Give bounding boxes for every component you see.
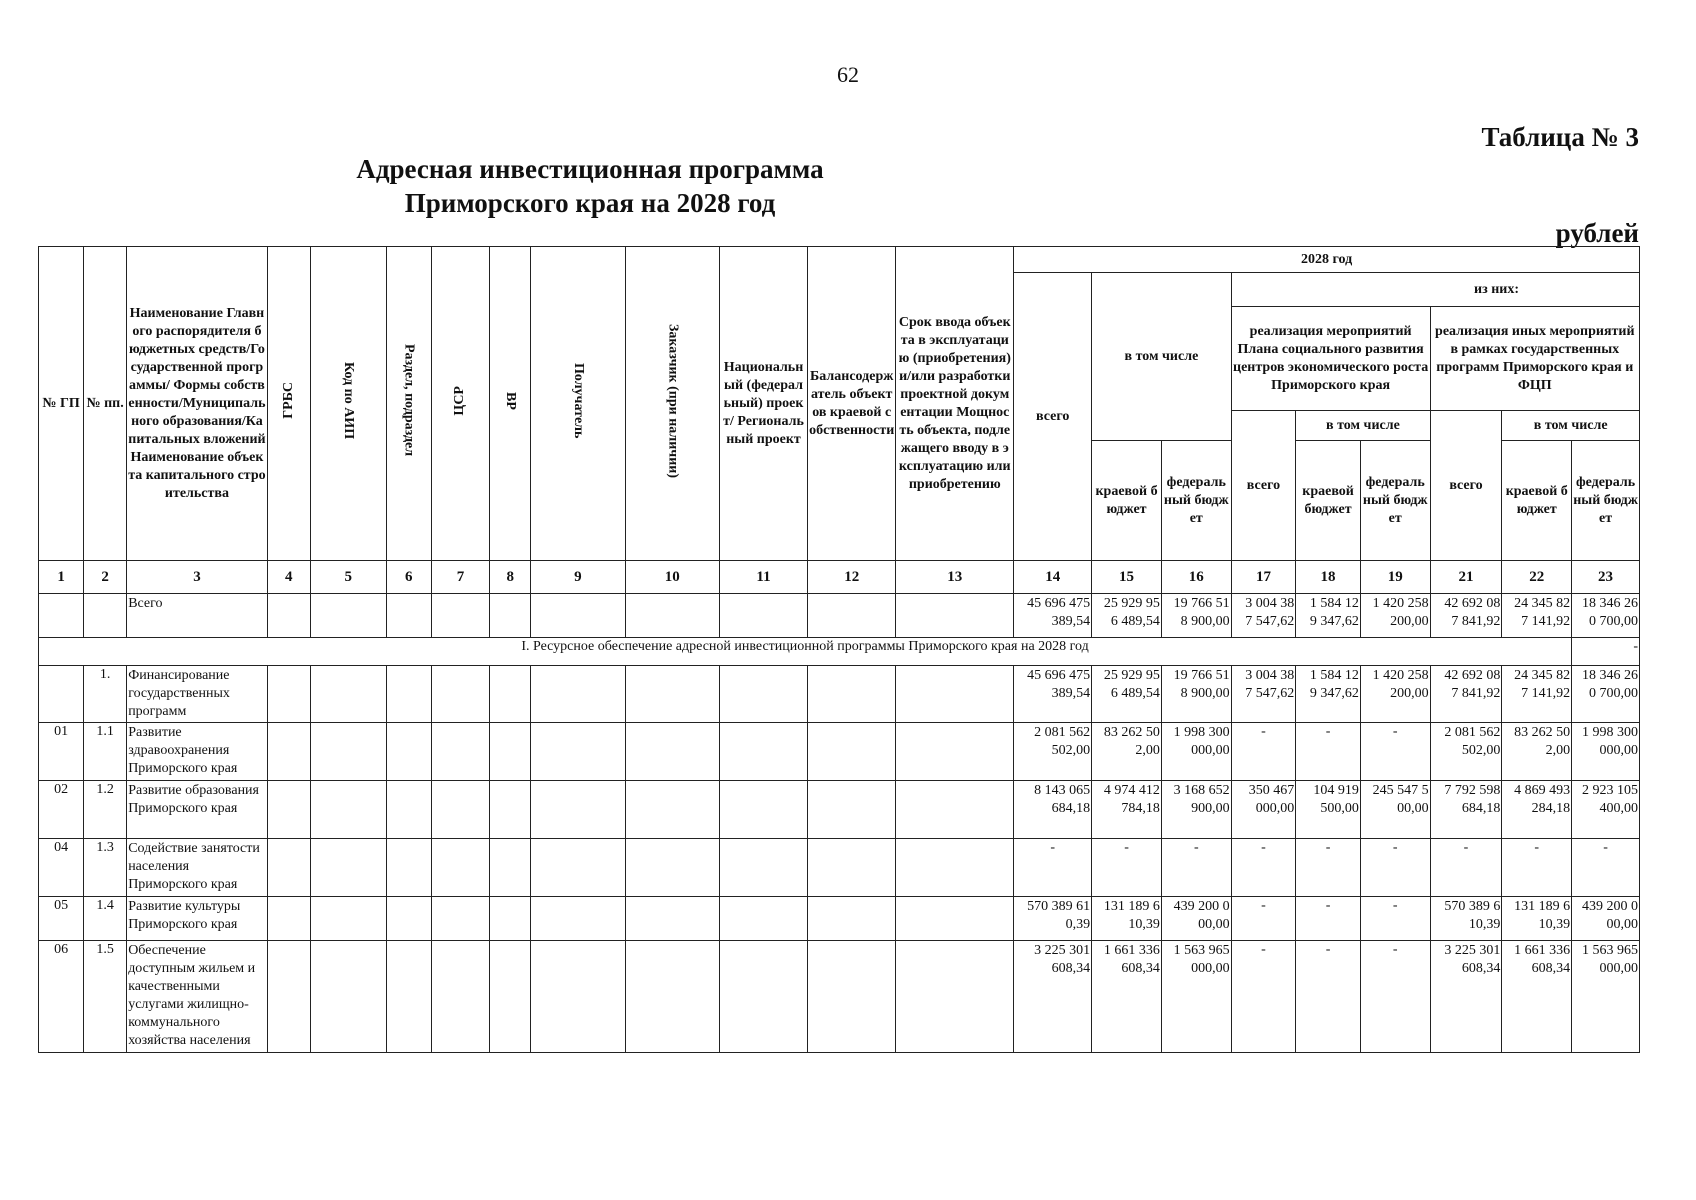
value-cell: -: [1572, 839, 1640, 897]
value-cell: 1 584 12 9 347,62: [1296, 594, 1361, 638]
row-name: Развитие образования Приморского края: [127, 781, 268, 839]
header-name: Наименование Главного распорядителя бюджетных средств/Государственной программы/ Формы собственности/Муниципального образования/Капитальных вложений Наименование объекта капитального строительства: [127, 247, 268, 561]
value-cell: 19 766 51 8 900,00: [1161, 594, 1231, 638]
header-other-incl: в том числе: [1502, 411, 1640, 441]
col-number: 2: [84, 561, 127, 594]
col-number: 6: [386, 561, 431, 594]
value-cell: 19 766 51 8 900,00: [1161, 666, 1231, 723]
header-grbs: ГРБС: [267, 247, 310, 561]
section-row: [39, 638, 1640, 666]
row-gp: 01: [39, 723, 84, 781]
value-cell: 1 420 258 200,00: [1360, 594, 1430, 638]
header-balance-holder: Балансодержатель объектов краевой собственности: [808, 247, 896, 561]
row-pp: 1.3: [84, 839, 127, 897]
header-csr: ЦСР: [431, 247, 489, 561]
section-dash: -: [1572, 638, 1640, 666]
document-title: [0, 152, 1180, 220]
value-cell: -: [1231, 839, 1296, 897]
header-regional-budget: краевой бюджет: [1092, 441, 1162, 561]
row-pp: 1.1: [84, 723, 127, 781]
col-number: 3: [127, 561, 268, 594]
total-row: [39, 594, 1640, 638]
col-number: 18: [1296, 561, 1361, 594]
value-cell: 1 661 336 608,34: [1092, 941, 1162, 1053]
table-row: [39, 666, 1640, 723]
col-number: 8: [490, 561, 531, 594]
value-cell: 2 081 562 502,00: [1430, 723, 1502, 781]
header-plan-federal-budget: федеральный бюджет: [1360, 441, 1430, 561]
header-plan-total: всего: [1231, 411, 1296, 561]
col-number: 5: [310, 561, 386, 594]
row-pp: 1.4: [84, 897, 127, 941]
value-cell: 3 225 301 608,34: [1014, 941, 1092, 1053]
header-razdel: Раздел, подраздел: [386, 247, 431, 561]
col-number: 16: [1161, 561, 1231, 594]
row-gp: [39, 666, 84, 723]
value-cell: 1 998 300 000,00: [1161, 723, 1231, 781]
value-cell: 2 081 562 502,00: [1014, 723, 1092, 781]
row-gp: 05: [39, 897, 84, 941]
header-year: 2028 год: [1014, 247, 1640, 273]
units-label: рублей: [1555, 218, 1639, 248]
col-number: 21: [1430, 561, 1502, 594]
value-cell: -: [1092, 839, 1162, 897]
row-name: Развитие культуры Приморского края: [127, 897, 268, 941]
value-cell: 3 004 38 7 547,62: [1231, 594, 1296, 638]
value-cell: 350 467 000,00: [1231, 781, 1296, 839]
value-cell: -: [1296, 723, 1361, 781]
header-other-federal-budget: федеральный бюджет: [1572, 441, 1640, 561]
value-cell: -: [1360, 941, 1430, 1053]
investment-program-table: [38, 246, 1640, 1053]
col-number: 10: [625, 561, 719, 594]
row-name: Развитие здравоохранения Приморского края: [127, 723, 268, 781]
header-federal-budget: федеральный бюджет: [1161, 441, 1231, 561]
value-cell: 3 004 38 7 547,62: [1231, 666, 1296, 723]
row-gp: 04: [39, 839, 84, 897]
value-cell: 25 929 95 6 489,54: [1092, 666, 1162, 723]
value-cell: 8 143 065 684,18: [1014, 781, 1092, 839]
header-other-regional-budget: краевой бюджет: [1502, 441, 1572, 561]
header-of-which: из них:: [1231, 273, 1639, 307]
table-row: [39, 941, 1640, 1053]
header-recipient: Получатель: [531, 247, 625, 561]
value-cell: 570 389 61 0,39: [1014, 897, 1092, 941]
col-number: 9: [531, 561, 625, 594]
value-cell: -: [1161, 839, 1231, 897]
header-plan-regional-budget: краевой бюджет: [1296, 441, 1361, 561]
section-title: I. Ресурсное обеспечение адресной инвестиционной программы Приморского края на 2028 год: [39, 638, 1572, 666]
value-cell: 1 420 258 200,00: [1360, 666, 1430, 723]
value-cell: 45 696 475 389,54: [1014, 594, 1092, 638]
value-cell: 1 563 965 000,00: [1572, 941, 1640, 1053]
header-plan-incl: в том числе: [1296, 411, 1430, 441]
header-other-measures: реализация иных мероприятий в рамках государственных программ Приморского края и ФЦП: [1430, 307, 1639, 411]
value-cell: 4 869 493 284,18: [1502, 781, 1572, 839]
col-number: 7: [431, 561, 489, 594]
value-cell: 104 919 500,00: [1296, 781, 1361, 839]
header-total: всего: [1014, 273, 1092, 561]
value-cell: -: [1360, 723, 1430, 781]
value-cell: 83 262 50 2,00: [1092, 723, 1162, 781]
table-row: [39, 723, 1640, 781]
col-number: 4: [267, 561, 310, 594]
table-label: Таблица № 3: [1481, 122, 1639, 152]
col-number: 14: [1014, 561, 1092, 594]
row-name: Обеспечение доступным жильем и качественными услугами жилищно-коммунального хозяйства населения: [127, 941, 268, 1053]
value-cell: -: [1296, 897, 1361, 941]
value-cell: 1 998 300 000,00: [1572, 723, 1640, 781]
header-other-total: всего: [1430, 411, 1502, 561]
value-cell: -: [1231, 941, 1296, 1053]
value-cell: -: [1231, 897, 1296, 941]
value-cell: 4 974 412 784,18: [1092, 781, 1162, 839]
value-cell: 83 262 50 2,00: [1502, 723, 1572, 781]
col-number: 1: [39, 561, 84, 594]
col-number: 23: [1572, 561, 1640, 594]
value-cell: 7 792 598 684,18: [1430, 781, 1502, 839]
col-number: 11: [719, 561, 807, 594]
header-pp: № пп.: [84, 247, 127, 561]
value-cell: 131 189 6 10,39: [1092, 897, 1162, 941]
row-name: Содействие занятости населения Приморского края: [127, 839, 268, 897]
value-cell: -: [1360, 839, 1430, 897]
value-cell: 439 200 0 00,00: [1161, 897, 1231, 941]
value-cell: 570 389 6 10,39: [1430, 897, 1502, 941]
value-cell: -: [1360, 897, 1430, 941]
value-cell: 131 189 6 10,39: [1502, 897, 1572, 941]
header-national-project: Национальный (федеральный) проект/ Региональный проект: [719, 247, 807, 561]
value-cell: -: [1296, 941, 1361, 1053]
value-cell: -: [1502, 839, 1572, 897]
row-pp: 1.2: [84, 781, 127, 839]
value-cell: 3 168 652 900,00: [1161, 781, 1231, 839]
value-cell: 24 345 82 7 141,92: [1502, 594, 1572, 638]
row-pp: 1.: [84, 666, 127, 723]
column-number-row: [39, 561, 1640, 594]
value-cell: 2 923 105 400,00: [1572, 781, 1640, 839]
header-customer: Заказчик (при наличии): [625, 247, 719, 561]
row-pp: 1.5: [84, 941, 127, 1053]
col-number: 12: [808, 561, 896, 594]
title-line-1: Адресная инвестиционная программа: [356, 154, 824, 184]
header-gp: № ГП: [39, 247, 84, 561]
value-cell: -: [1296, 839, 1361, 897]
header-plan-social: реализация мероприятий Плана социального развития центров экономического роста Приморского края: [1231, 307, 1430, 411]
col-number: 13: [896, 561, 1014, 594]
title-line-2: Приморского края на 2028 год: [404, 188, 776, 218]
col-number: 19: [1360, 561, 1430, 594]
value-cell: 25 929 95 6 489,54: [1092, 594, 1162, 638]
value-cell: -: [1231, 723, 1296, 781]
table-row: [39, 839, 1640, 897]
row-gp: 02: [39, 781, 84, 839]
header-vr: ВР: [490, 247, 531, 561]
value-cell: -: [1014, 839, 1092, 897]
col-number: 15: [1092, 561, 1162, 594]
header-code-aip: Код по АИП: [310, 247, 386, 561]
table-row: [39, 781, 1640, 839]
value-cell: 1 661 336 608,34: [1502, 941, 1572, 1053]
header-incl: в том числе: [1092, 273, 1231, 441]
value-cell: 18 346 26 0 700,00: [1572, 666, 1640, 723]
value-cell: 245 547 5 00,00: [1360, 781, 1430, 839]
value-cell: 18 346 26 0 700,00: [1572, 594, 1640, 638]
total-label: Всего: [127, 594, 268, 638]
value-cell: 42 692 08 7 841,92: [1430, 666, 1502, 723]
value-cell: 1 563 965 000,00: [1161, 941, 1231, 1053]
value-cell: 439 200 0 00,00: [1572, 897, 1640, 941]
col-number: 17: [1231, 561, 1296, 594]
col-number: 22: [1502, 561, 1572, 594]
row-gp: 06: [39, 941, 84, 1053]
value-cell: -: [1430, 839, 1502, 897]
value-cell: 1 584 12 9 347,62: [1296, 666, 1361, 723]
value-cell: 42 692 08 7 841,92: [1430, 594, 1502, 638]
value-cell: 24 345 82 7 141,92: [1502, 666, 1572, 723]
value-cell: 3 225 301 608,34: [1430, 941, 1502, 1053]
table-row: [39, 897, 1640, 941]
header-deadline: Срок ввода объекта в эксплуатацию (приобретения) и/или разработки проектной документации Мощность объекта, подлежащего вводу в эксплуатацию или приобретению: [896, 247, 1014, 561]
value-cell: 45 696 475 389,54: [1014, 666, 1092, 723]
page-number: 62: [837, 62, 859, 87]
row-name: Финансирование государственных программ: [127, 666, 268, 723]
